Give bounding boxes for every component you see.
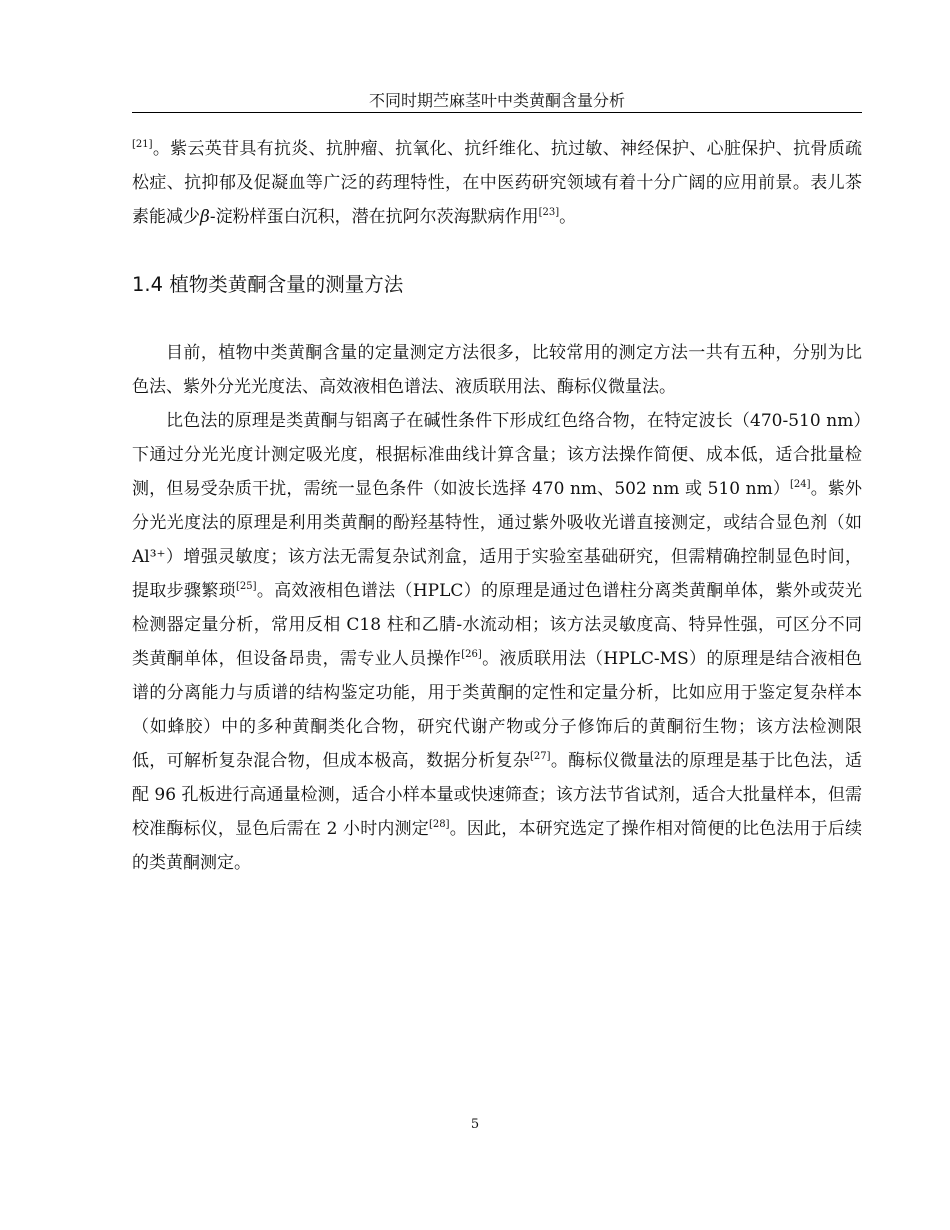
citation-28[interactable]: [28]: [428, 819, 450, 830]
uv-spectrophotometry-text: 。紫外分光光度法的原理是利用类黄酮的酚羟基特性，通过紫外吸收光谱直接测定，或结合显色剂（如 Al³⁺）增强灵敏度；该方法无需复杂试剂盒，适用于实验室基础研究，但需精确控制显色时间，提取步骤繁琐: [132, 479, 862, 601]
header-rule: [132, 112, 862, 113]
running-header: 不同时期苎麻茎叶中类黄酮含量分析: [368, 91, 625, 110]
paragraph-methods-overview: 目前，植物中类黄酮含量的定量测定方法很多，比较常用的测定方法一共有五种，分别为比色法、紫外分光光度法、高效液相色谱法、液质联用法、酶标仪微量法。: [132, 343, 862, 397]
paragraph1-text-b: -淀粉样蛋白沉积，潜在抗阿尔茨海默病作用: [209, 207, 539, 227]
citation-24[interactable]: [24]: [790, 479, 811, 490]
conclusion-text: 。因此，本研究选定了操作相对简便的比色法用于后续的类黄酮测定。: [132, 819, 862, 873]
citation-27[interactable]: [27]: [530, 751, 551, 762]
hplc-ms-text: 。液质联用法（HPLC-MS）的原理是结合液相色谱的分离能力与质谱的结构鉴定功能，用于类黄酮的定性和定量分析，比如应用于鉴定复杂样本（如蜂胶）中的多种黄酮类化合物，研究代谢产物或分子修饰后的黄酮衍生物；该方法检测限低，可解析复杂混合物，但成本极高，数据分析复杂: [132, 649, 862, 771]
hplc-text: 。高效液相色谱法（HPLC）的原理是通过色谱柱分离类黄酮单体，紫外或荧光检测器定量分析，常用反相 C18 柱和乙腈-水流动相；该方法灵敏度高、特异性强，可区分不同类黄酮单体，但设备昂贵，需专业人员操作: [132, 581, 863, 669]
beta-symbol: β: [200, 207, 210, 227]
paragraph1-text-a: 。紫云英苷具有抗炎、抗肿瘤、抗氧化、抗纤维化、抗过敏、神经保护、心脏保护、抗骨质疏松症、抗抑郁及促凝血等广泛的药理特性，在中医药研究领域有着十分广阔的应用前景。表儿茶素能减少: [132, 139, 862, 227]
microplate-text: 。酶标仪微量法的原理是基于比色法，适配 96 孔板进行高通量检测，适合小样本量或快速筛查；该方法节省试剂，适合大批量样本，但需校准酶标仪，显色后需在 2 小时内测定: [132, 751, 863, 839]
page-number: 5: [470, 1117, 480, 1132]
citation-26[interactable]: [26]: [461, 649, 482, 660]
section-heading: 1.4 植物类黄酮含量的测量方法: [132, 273, 404, 296]
paragraph-methods-detail: [132, 404, 862, 880]
citation-23[interactable]: [23]: [538, 207, 560, 218]
paragraph1-text-c: 。: [559, 207, 577, 227]
colorimetric-text: 比色法的原理是类黄酮与铝离子在碱性条件下形成红色络合物，在特定波长（470-510 nm）下通过分光光度计测定吸光度，根据标准曲线计算含量；该方法操作简便、成本低，适合批量检测，但易受杂质干扰，需统一显色条件（如波长选择 470 nm、502 nm 或 510 nm）: [132, 411, 862, 499]
citation-25[interactable]: [25]: [236, 581, 257, 592]
citation-21[interactable]: [21]: [132, 139, 153, 150]
paragraph-pharmacology: [132, 132, 862, 234]
